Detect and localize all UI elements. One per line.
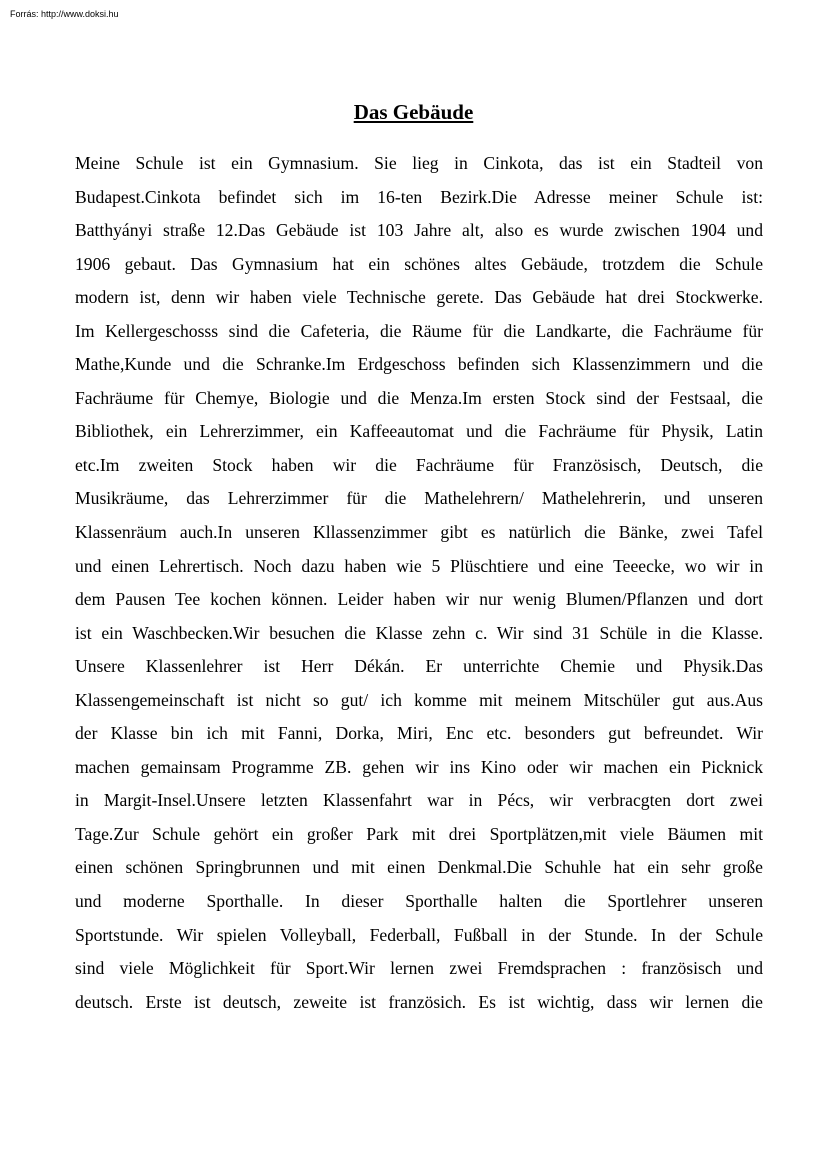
text-line: etc.Im zweiten Stock haben wir die Fachräume für Französisch, Deutsch, die (75, 454, 763, 475)
body-paragraph (75, 147, 763, 1019)
text-line: Klassengemeinschaft ist nicht so gut/ ich komme mit meinem Mitschüler gut aus.Aus (75, 689, 763, 710)
text-line: Budapest.Cinkota befindet sich im 16-ten Bezirk.Die Adresse meiner Schule ist: (75, 186, 763, 207)
text-line: der Klasse bin ich mit Fanni, Dorka, Miri, Enc etc. besonders gut befreundet. Wir (75, 723, 763, 744)
text-line: sind viele Möglichkeit für Sport.Wir lernen zwei Fremdsprachen : französisch und (75, 958, 763, 979)
text-line: Batthyányi straße 12.Das Gebäude ist 103 Jahre alt, also es wurde zwischen 1904 und (75, 220, 763, 241)
source-note: Forrás: http://www.doksi.hu (10, 9, 119, 19)
document-title: Das Gebäude (353, 100, 474, 124)
text-line: modern ist, denn wir haben viele Technische gerete. Das Gebäude hat drei Stockwerke. (75, 287, 763, 308)
text-line: deutsch. Erste ist deutsch, zeweite ist französich. Es ist wichtig, dass wir lernen die (75, 991, 763, 1012)
text-line: Fachräume für Chemye, Biologie und die Menza.Im ersten Stock sind der Festsaal, die (75, 387, 763, 408)
text-line: Unsere Klassenlehrer ist Herr Dékán. Er unterrichte Chemie und Physik.Das (75, 656, 763, 677)
text-line: einen schönen Springbrunnen und mit einen Denkmal.Die Schuhle hat ein sehr große (75, 857, 763, 878)
text-line: in Margit-Insel.Unsere letzten Klassenfahrt war in Pécs, wir verbracgten dort zwei (75, 790, 763, 811)
text-line: machen gemainsam Programme ZB. gehen wir ins Kino oder wir machen ein Picknick (75, 756, 763, 777)
text-line: Bibliothek, ein Lehrerzimmer, ein Kaffeeautomat und die Fachräume für Physik, Latin (75, 421, 763, 442)
text-line: Sportstunde. Wir spielen Volleyball, Federball, Fußball in der Stunde. In der Schule (75, 924, 763, 945)
text-line: Im Kellergeschosss sind die Cafeteria, die Räume für die Landkarte, die Fachräume für (75, 320, 763, 341)
text-line: Musikräume, das Lehrerzimmer für die Mathelehrern/ Mathelehrerin, und unseren (75, 488, 763, 509)
text-line: 1906 gebaut. Das Gymnasium hat ein schönes altes Gebäude, trotzdem die Schule (75, 253, 763, 274)
text-line: und moderne Sporthalle. In dieser Sporthalle halten die Sportlehrer unseren (75, 891, 763, 912)
text-line: dem Pausen Tee kochen können. Leider haben wir nur wenig Blumen/Pflanzen und dort (75, 589, 763, 610)
text-line: Tage.Zur Schule gehört ein großer Park mit drei Sportplätzen,mit viele Bäumen mit (75, 823, 763, 844)
text-line: Meine Schule ist ein Gymnasium. Sie lieg in Cinkota, das ist ein Stadteil von (75, 153, 763, 173)
text-line: ist ein Waschbecken.Wir besuchen die Klasse zehn c. Wir sind 31 Schüle in die Klasse. (75, 622, 763, 643)
text-line: Klassenräum auch.In unseren Kllassenzimmer gibt es natürlich die Bänke, zwei Tafel (75, 522, 763, 543)
text-line: und einen Lehrertisch. Noch dazu haben wie 5 Plüschtiere und eine Teeecke, wo wir in (75, 555, 763, 576)
text-line: Mathe,Kunde und die Schranke.Im Erdgeschoss befinden sich Klassenzimmern und die (75, 354, 763, 375)
